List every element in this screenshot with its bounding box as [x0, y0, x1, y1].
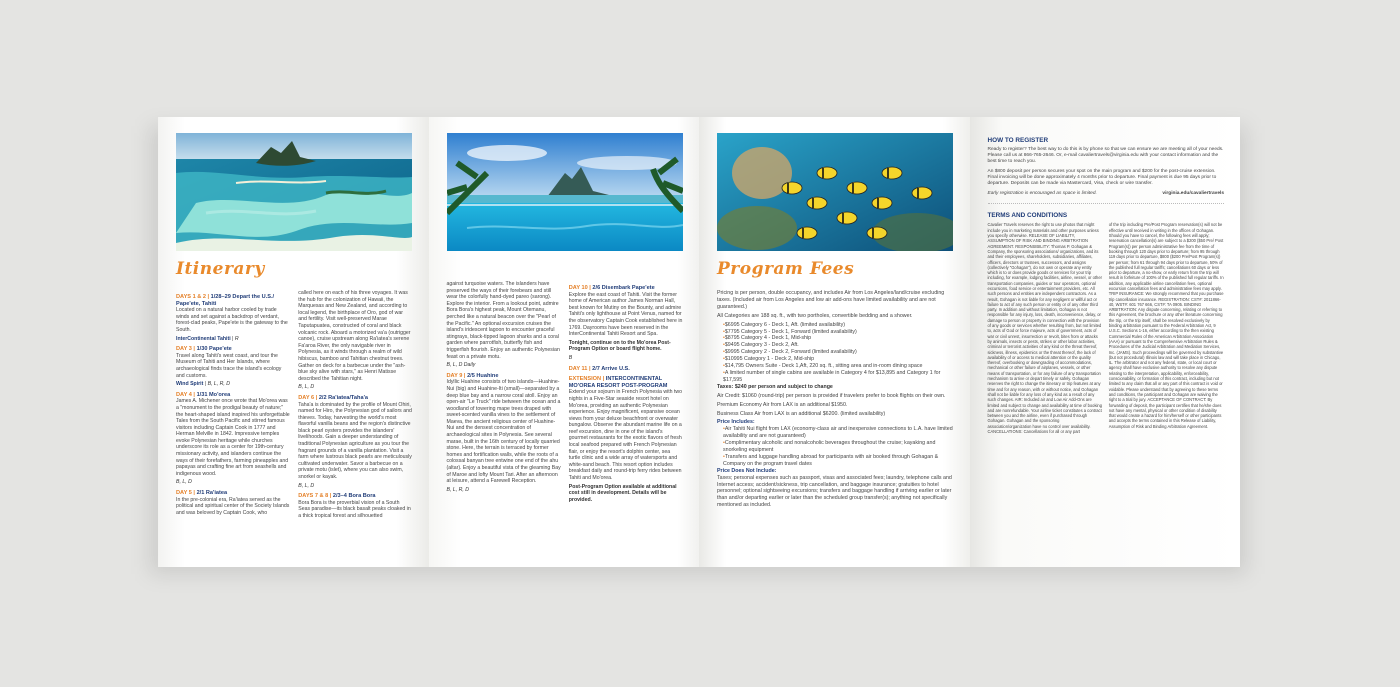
panel-itinerary — [158, 117, 429, 567]
meals: R — [234, 335, 239, 342]
fees-intro: Pricing is per person, double occupancy, and includes Air from Los Angeles/land/cruise excluding taxes. (Included air from Los Angeles and low air add-ons have limited availability and are not guaranteed.) — [717, 290, 945, 310]
taxes: Taxes: $240 per person and subject to change — [717, 383, 833, 390]
day-title: 2/1 Ra'iatea — [196, 490, 228, 497]
photo-infinity-pool — [447, 133, 683, 251]
excluded-text: Taxes; personal expenses such as passport, visas and associated fees; laundry, telephone calls and Internet access; accident/sickness, trip cancellation, and baggage insurance; gratuities to hotel personnel; optional sightseeing excursions; transfers and baggage handling if arriving earlier or later than and/or departing earlier or later than the scheduled group transfer(s); anything not specifically mentioned as included. — [717, 474, 952, 509]
day-heading: DAY 11 | 2/7 Arrive U.S. — [568, 365, 630, 372]
day-heading: DAY 10 | 2/6 Disembark Pape'ete — [568, 285, 655, 291]
day-label: DAY 11 — [568, 365, 588, 372]
brochure — [158, 117, 1240, 567]
itinerary-column-2 — [298, 290, 412, 522]
day-title: INTERCONTINENTAL MO'OREA RESORT POST-PROGRAM — [568, 376, 668, 389]
panel-register-terms — [970, 117, 1241, 567]
day-text: Located on a natural harbor cooled by trade winds and set against a backdrop of verdant, forest-clad peaks, Pape'ete is the gateway to the South. — [176, 307, 288, 333]
terms-column-2: of the trip including Pre/Post Program reservation(s) will not be effective until received in writing in the offices of Gohagan. Should you have to cancel, the following fees will apply; reservation cancellation(s) are subject to a $200 ($50 Pre/ Post Program(s)) per person administrative fee from the time of booking through 120 days prior to departure; from 95 through 119 days prior to departure, $800 ($200 Pre/Post Program(s)) per person; from 61 through 94 days prior to departure, 50% of the published full regular tariffs; cancellations 60 days or less prior to departure, a no-show, or early return from the trip will result in forfeiture of 100% of the published full regular tariffs. In addition, any applicable airline cancellation fees, optional excursion cancellation fees and administrative fees may apply. TRIP INSURANCE: We strongly recommend that you purchase trip cancellation insurance. REGISTRATION: CST#: 2011866-40, WST#: 601 767 666, CST#: TA 0905. BINDING ARBITRATION: Any dispute concerning, relating or referring to this Agreement, the brochure or any other literature concerning the trip, or the trip itself, shall be resolved exclusively by binding arbitration pursuant to the Federal Arbitration Act, 9 U.S.C. Sections 1-16, either according to the then existing Commercial Rules of the American Arbitration Association (AAA) or pursuant to the Comprehensive Arbitration Rules & Procedures of the Judicial Arbitration and Mediation Services, Inc. (JAMS). Such proceedings will be governed by substantive (but not procedural) Illinois law and will take place in Chicago, IL. The arbitrator and not any federal, state, or local court or agency shall have exclusive authority to resolve any dispute relating to the interpretation, applicability, enforceability, conscionability, or formation of this contract, including but not limited to any claim that all or any part of this contract is void or voidable. Please understand that by agreeing to these terms and conditions, the participant and Gohagan are waiving the right to a trial by jury. ACCEPTANCE OF CONTRACT: By forwarding of deposit, the participant certifies that he/she does not have any mental, physical or other condition of disability that would create a hazard for him/herself or other participants and accepts the terms contained in this Release of Liability, Assumption of Risk and Binding Arbitration Agreement. — [1108, 222, 1224, 429]
day-label: DAY 5 — [176, 490, 192, 497]
day-title: 2/6 Disembark Pape'ete — [592, 285, 655, 291]
day-title: 2/2 Ra'iatea/Taha'a — [318, 394, 369, 401]
day-title: 1/28–29 Depart the U.S./ Pape'ete, Tahiti — [176, 294, 275, 307]
divider — [988, 203, 1225, 204]
meals: B, L, D — [176, 479, 192, 486]
included-item: • Air Tahiti Nui flight from LAX (economy-class air and inexpensive connections to L.A. have limited availability and are not guaranteed) — [723, 426, 954, 440]
air-credit: Air Credit: $1060 (round-trip) per person is provided if travelers prefer to book flights on their own. — [717, 392, 946, 399]
day-text: James A. Michener once wrote that Mo'orea was a "monument to the prodigal beauty of nature;" the heart-shaped island inspired his unforgettable Tales from the South Pacific and stirred famous visitors including Captain Cook in 1777 and Herman Melville in 1842. Impressive temples evoke Polynesian heritage while churches underscore its role as a center for 19th-century missionary activity, and islanders continue the ways of their forefathers, farming pineapples and papayas and crafting fine art from seashells and indigenous wood. — [176, 398, 290, 477]
day-title: 1/31 Mo'orea — [196, 391, 231, 398]
day-text: In the pre-colonial era, Ra'iatea served as the political and spiritual center of the Society Islands and was beloved by Captain Cook, who — [176, 496, 290, 516]
day-text: Idyllic Huahine consists of two islands—Huahine-Nui (big) and Huahine-Iti (small)—separated by a deep blue bay and a narrow coral atoll. Enjoy an open-air "Le Truck" ride between the ocean and a woodland of towering mape trees draped with sweet-scented vanilla vines to the settlement of Maeva, the ancient religious center of Huahine-Nui and the densest concentration of archaeological sites in Polynesia. See several marae, built in the 16th century of locally quarried stone. Here, the terrain is terraced by former homes and fortification walls, while the roots of a colossal banyan tree entwine one end of the ahu (altar). Enjoy a beautiful vista of the gleaming Bay of Maroe and lofty Mount Tari. After an afternoon at leisure, attend a Farewell Reception. — [446, 379, 561, 485]
day-text: called here on each of his three voyages. It was the hub for the colonization of Hawaii, the Marquesas and New Zealand, and according to local legend, the birthplace of Oro, god of war and fertility. Visit well-preserved Marae Taputapuatea, constructed of coral and black volcanic rock. Aboard a motorized va'a (outrigger canoe), cruise upstream along Ra'iatea's serene Fa'aroa River, the only navigable river in Polynesia, as it winds through a realm of wild hibiscus, bamboo and Tahitian chestnut trees. Gather on deck for a barbecue under the "ash-blue sky alive with stars," as Henri Matisse described the Tahitian night. — [298, 290, 411, 382]
day-label: DAY 10 — [568, 285, 588, 291]
itinerary-column-3 — [447, 281, 561, 505]
extension-note: Post-Program Option available at additional cost still in development. Details will be provided. — [568, 483, 677, 503]
website-link[interactable]: virginia.edu/cavaliertravels — [1162, 191, 1224, 197]
included-heading: Price Includes: — [717, 419, 755, 426]
included-list — [717, 426, 954, 467]
day-label: DAYS 7 & 8 — [298, 493, 329, 500]
day-text: Travel along Tahiti's west coast, and tour the Museum of Tahiti and Her Islands, where archaeological finds trace the island's ecology and customs. — [176, 352, 282, 379]
day-heading: DAY 5 | 2/1 Ra'iatea — [176, 490, 228, 497]
day-text: Bora Bora is the proverbial vision of a South Seas paradise—its black basalt peaks cloaked in a thick tropical forest and silhouetted — [298, 499, 411, 519]
day-label: EXTENSION — [568, 376, 602, 383]
fees-text — [717, 290, 954, 509]
premium-economy: Premium Economy Air from LAX is an additional $1950. — [717, 401, 848, 408]
photo-bora-bora-aerial — [176, 133, 412, 251]
day-label: DAY 6 — [298, 394, 315, 401]
day-title: 2/3–4 Bora Bora — [332, 493, 376, 500]
deposit-text: An $800 deposit per person secures your spot on the main program and $200 for the post-cruise extension. Final invoicing will be done approximately 4 months prior to departure. Final payment is due 95 days prior to departure. Deposits can be made via Mastercard, Visa, check or wire transfer. — [987, 168, 1217, 187]
photo-tropical-fish — [717, 133, 953, 251]
day-label: DAYS 1 & 2 — [176, 294, 206, 300]
price-item: • A limited number of single cabins are available in Category 4 for $13,895 and Category 1 for $17,595 — [723, 370, 954, 384]
terms-heading: TERMS AND CONDITIONS — [987, 212, 1068, 220]
itinerary-column-4 — [569, 281, 683, 505]
extension-heading: EXTENSION | INTERCONTINENTAL MO'OREA RESORT POST-PROGRAM — [568, 376, 668, 389]
business-class: Business Class Air from LAX is an additional $6200. (limited availability) — [717, 410, 886, 417]
day-title: 1/30 Pape'ete — [196, 346, 232, 353]
day-heading: DAY 9 | 2/5 Huahine — [446, 372, 499, 379]
meals: B — [568, 354, 573, 361]
itinerary-column-1: DAYS 1 & 2 | 1/28–29 Depart the U.S./ Pape'ete, Tahiti Located on a natural harbor cooled by trade winds and set against a backdrop of verdant, forest-clad peaks, Pape'ete is the gateway to the South. InterContinental Tahiti | R DAY 3 | 1/30 Pape'ete Travel along Tahiti's west coast, and tour the Museum of Tahiti and Her Islands, where archaeological finds trace the island's ecology and customs. Wind Spirit | B, L, R, D DAY 4 | 1/31 Mo'orea James A. Michener once wrote that Mo'orea was a "monument to the prodigal beauty of nature;" the heart-shaped island inspired his unforgettable Tales from the South Pacific and stirred famous visitors including Captain Cook in 1777 and Herman Melville in 1842. Impressive temples evoke Polynesian heritage while churches underscore its role as a center for 19th-century missionary activity, and islanders continue the ways of their forefathers, farming pineapples and papayas and crafting fine art from seashells and indigenous wood. B, L, D DAY 5 | 2/1 Ra'iatea In the pre-colonial era, Ra'iatea served as the political and spiritual center of the Society Islands and was beloved by Captain Cook, who — [176, 294, 290, 516]
price-item: • $9995 Category 2 - Deck 2, Forward (limited availability) — [723, 349, 954, 356]
register-text: Ready to register? The best way to do this is by phone so that we can ensure we are meeting all of your needs. Please call us at 866-765-2646. Or, e-mail cavaliertravels@virginia.edu with your contact information and the best time to reach you. — [987, 147, 1224, 165]
day-title: 2/7 Arrive U.S. — [592, 365, 630, 372]
register-heading: HOW TO REGISTER — [987, 137, 1049, 144]
price-item: • $6995 Category 6 - Deck 1, Aft. (limited availability) — [723, 322, 954, 329]
terms-column-1: Cavalier Travels reserves the right to use photos that might include you in marketing materials and other purposes unless you specify otherwise. RELEASE OF LIABILITY, ASSUMPTION OF RISK AND BINDING ARBITRATION AGREEMENT. RESPONSIBILITY: Thomas P. Gohagan & Company, the sponsoring associations/ organizations, and its and their employees, shareholders, subsidiaries, affiliates, officers, directors or trustees, successors, and assigns (collectively "Gohagan"), do not own or operate any entity which is to or does provide goods or services for your trip including, for example, lodging facilities, airline, vessel, or other transportation companies, guides or tour operators, optional excursions, food service or entertainment providers, etc. All such persons and entities are independent contractors. As a result, Gohagan is not liable for any negligent or willful act or failure to act of any such person or entity or of any other third party. In addition and without limitation, Gohagan is not responsible for any injury, loss, death, inconvenience, delay, or damage to person or property in connection with the provision of any goods or services whether resulting from, but not limited to, acts of God or force majeure, acts of government, acts of war or civil unrest, insurrection or revolt, bites from or attacks by animals, insects or pests, strikes or other labor activities, criminal or terrorist activities of any kind or the threat thereof, sickness, illness, epidemics or the threat thereof, the lack of availability of or access to medical attention or the quality thereof, overbooking or downgrading of accommodations, mechanical or other failure of airplanes, vessels, or other means of transportation, or for any failure of any transportation mechanism to arrive or depart timely or safely. Gohagan reserves the right to change the itinerary or trip features at any time and for any reason, with or without notice, and Gohagan shall not be liable for any loss of any kind as a result of any such changes. AIR: Included air and Low Air Add-Ons are limited and subject to change and availability at time of booking and are nonrefundable. Your airline ticket constitutes a contract between you and the airline, even if purchased through Gohagan. Gohagan and the sponsoring association/organization have no control over availability. CANCELLATIONS: Cancellations for all or any part — [987, 222, 1102, 434]
day-heading: DAYS 1 & 2 | 1/28–29 Depart the U.S./ Pape'ete, Tahiti — [176, 294, 275, 307]
fees-cabins: All Categories are 188 sq. ft., with two portholes, convertible bedding and a shower. — [717, 312, 913, 319]
day-label: DAY 4 — [176, 391, 192, 398]
day-heading: DAYS 7 & 8 | 2/3–4 Bora Bora — [298, 493, 376, 500]
included-item: • Complimentary alcoholic and nonalcoholic beverages throughout the cruise; kayaking and snorkeling equipment — [723, 440, 954, 454]
hotel-name: Wind Spirit — [176, 381, 204, 388]
itinerary-title: Itinerary — [176, 259, 265, 279]
day-text: Explore the east coast of Tahiti. Visit the former home of American author James Norman Hall, best known for Mutiny on the Bounty, and admire Tahiti's only lighthouse at Point Venus, named for the observatory Captain Cook established here in 1769. Dayrooms have been reserved in the InterContinental Tahiti Resort and Spa. — [568, 291, 683, 338]
included-item: • Transfers and luggage handling abroad for participants with air booked through Gohagan & Company on the program travel dates — [723, 454, 954, 468]
meals: B, L, D — [298, 482, 315, 489]
hotel-name: InterContinental Tahiti — [176, 335, 231, 342]
day-title: 2/5 Huahine — [467, 372, 499, 379]
day-heading: DAY 3 | 1/30 Pape'ete — [176, 346, 232, 353]
meals: B, L, D Daily — [446, 362, 476, 369]
excluded-heading: Price Does Not Include: — [717, 467, 777, 474]
panel-itinerary-continued — [429, 117, 700, 567]
price-list — [717, 322, 954, 384]
day-text: Taha'a is dominated by the profile of Mount Ohiri, named for Hiro, the Polynesian god of sailors and thieves. Today, harvesting the world's most flavorful vanilla beans and the region's distinctive black pearl oysters provides the islanders' livelihoods. Gain a deeper understanding of traditional Polynesian agriculture as you tour the fragrant grounds of a vanilla plantation. Visit a farm where lustrous black pearls are meticulously cultivated underwater. Savor a barbecue on a private motu (islet), where you can also swim, snorkel or kayak. — [298, 401, 412, 481]
day-note: Tonight, continue on to the Mo'orea Post-Program Option or board flight home. — [568, 339, 671, 353]
early-registration-note: Early registration is encouraged as space is limited. — [987, 191, 1097, 197]
meals: B, L, R, D — [207, 381, 231, 388]
price-item: • $7795 Category 5 - Deck 1, Forward (limited availability) — [723, 329, 954, 336]
price-item: • $14,795 Owners Suite - Deck 1,Aft, 220 sq. ft., sitting area and in-room dining space — [723, 363, 954, 370]
day-label: DAY 3 — [176, 346, 192, 353]
day-text: Extend your sojourn in French Polynesia with two nights in a Five-Star seaside resort hotel on Mo'orea, providing an authentic Polynesian experience. Enjoy magnificent, expansive ocean views from your deluxe beachfront or overwater bungalow. Observe the abundant marine life on a reef excursion, dine in one of the island's gourmet restaurants for the exotic flavors of fresh local seafood prepared with French Polynesian flair, or enjoy the resort's dolphin center, sea turtle clinic and a wide array of watersports and white-sand beach. This resort option includes breakfast daily and round-trip ferry rides between Tahiti and Mo'orea. — [568, 389, 683, 482]
price-item: • $9495 Category 3 - Deck 2, Aft. — [723, 342, 954, 349]
meals: B, L, D — [298, 384, 315, 391]
day-heading: DAY 6 | 2/2 Ra'iatea/Taha'a — [298, 394, 369, 401]
meals: B, L, R, D — [446, 486, 469, 493]
day-label: DAY 9 — [446, 372, 463, 379]
price-item: • $8795 Category 4 - Deck 1, Mid-ship — [723, 335, 954, 342]
day-text: against turquoise waters. The islanders have preserved the ways of their forebears and still wear the colorfully hand-dyed pareo (sarong). Explore the interior. From a lookout point, admire Bora Bora's highest peak, Mount Otemanu, perched like a natural beacon over the "Pearl of the Pacific." An optional excursion cruises the island's iridescent lagoon to encounter graceful stingrays, black-tipped lagoon sharks and a coral garden where parrotfish, butterfly fish and triggerfish flourish. Enjoy an authentic Polynesian feast on a private motu. — [446, 281, 560, 360]
program-fees-title: Program Fees — [717, 259, 855, 279]
price-item: • $10995 Category 1 - Deck 2, Mid-ship — [723, 356, 954, 363]
panel-program-fees — [699, 117, 970, 567]
day-heading: DAY 4 | 1/31 Mo'orea — [176, 391, 231, 398]
